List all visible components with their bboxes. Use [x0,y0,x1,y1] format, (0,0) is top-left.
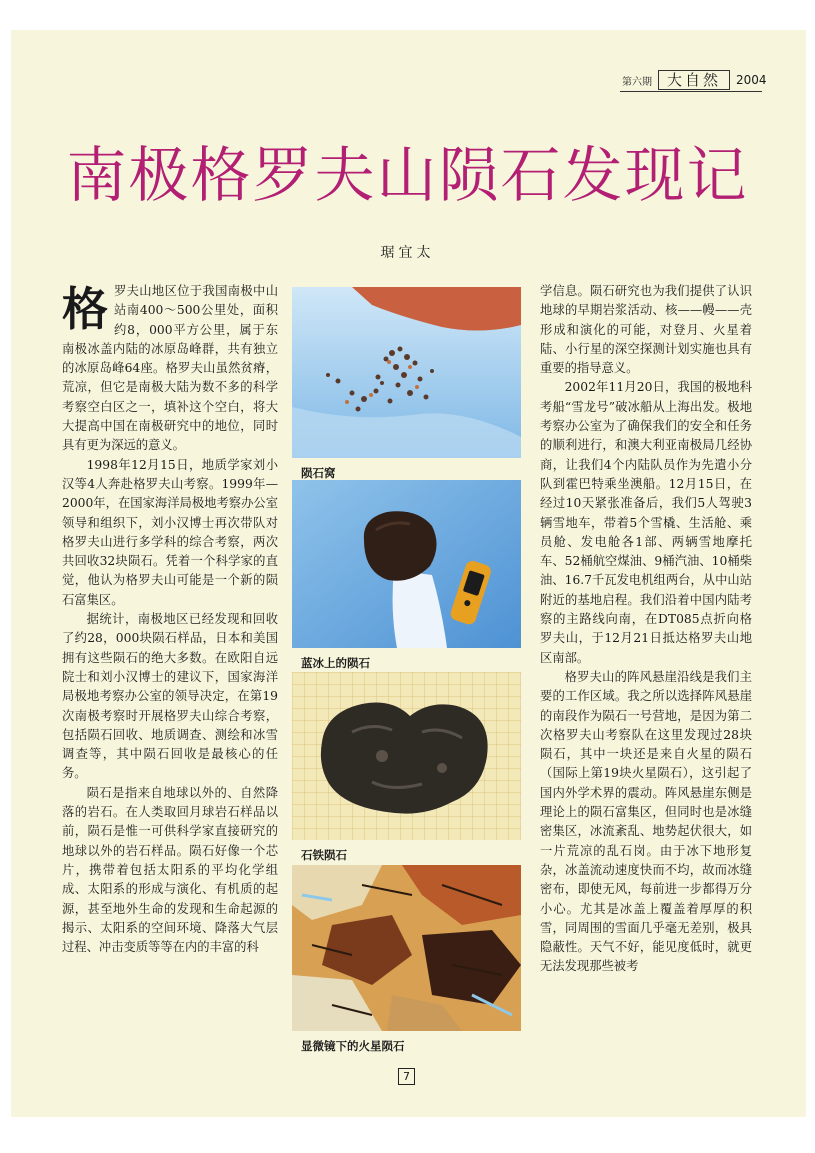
blue-ice-meteorite-image [292,480,521,648]
paragraph: 2002年11月20日，我国的极地科考船“雪龙号”破冰船从上海出发。极地考察办公室为了确保我们的安全和任务的顺利进行，和澳大利亚南极局几经协商，让我们4个内陆队员作为先遣小分队到霍巴特乘坐澳船。12月15日，在经过10天紧张准备后，我们5人驾驶3辆雪地车，带着5个雪橇、生活舱、乘员舱、发电舱各1部、两辆雪地摩托车、52桶航空煤油、9桶汽油、10桶柴油、16.7千瓦发电机组两台，从中山站附近的基地启程。我们沿着中国内陆考察的主路线向南，在DT085点折向格罗夫山，于12月21日抵达格罗夫山地区南部。 [540,380,752,665]
stony-iron-meteorite-image [292,672,521,840]
issue-label: 第六期 [622,76,652,88]
photo-meteorite-blue-ice [289,480,525,671]
issue-year: 2004 [736,73,767,87]
page-number: 7 [398,1068,415,1085]
text-column-left [62,282,278,957]
microscope-image [292,865,521,1031]
magazine-name: 大自然 [658,70,730,90]
paragraph: 格罗夫山的阵风悬崖沿线是我们主要的工作区域。我之所以选择阵风悬崖的南段作为陨石一号营地，是因为第二次格罗夫山考察队在这里发现过28块陨石，其中一块还是来自火星的陨石（国际上第19块火星陨石），这引起了国内外学术界的震动。阵风悬崖东侧是理论上的陨石富集区，但同时也是冰缝密集区，冰流紊乱、地势起伏很大，如一片荒凉的乱石岗。由于冰下地形复杂，冰盖流动速度快而不均，故而冰缝密布，即使无风，每前进一步都得万分小心。尤其是冰盖上覆盖着厚厚的积雪，同周围的雪面几乎毫无差别，极具隐蔽性。天气不好，能见度低时，就更无法发现那些被考 [540,669,752,974]
article-title: 南极格罗夫山陨石发现记 [66,141,749,211]
paragraph: 陨石是指来自地球以外的、自然降落的岩石。在人类取回月球岩石样品以前，陨石是惟一可供科学家直接研究的地球以外的岩石样品。陨石好像一个芯片，携带着包括太阳系的平均化学组成、太阳系的形成与演化、有机质的起源，甚至地外生命的发现和生命起源的揭示、太阳系的空间环境、降落大气层过程、冲击变质等等在内的丰富的科 [62,785,278,955]
photo-caption: 显微镜下的火星陨石 [301,1039,405,1053]
photo-caption: 陨石窝 [301,466,336,480]
photo-caption: 蓝冰上的陨石 [301,656,370,670]
photo-meteorite-nest [289,287,525,481]
photo-caption: 石铁陨石 [301,848,347,862]
paragraph: 1998年12月15日，地质学家刘小汉等4人奔赴格罗夫山考察。1999年—2000年，在国家海洋局极地考察办公室领导和组织下，刘小汉博士再次带队对格罗夫山进行多学科的综合考察，两次共回收32块陨石。凭着一个科学家的直觉，他认为格罗夫山可能是一个新的陨石富集区。 [62,457,278,607]
paragraph [62,282,278,456]
header-rule [620,91,762,92]
photo-stony-iron-meteorite [289,672,525,863]
magazine-header [622,70,767,90]
article-author: 琚宜太 [380,245,435,261]
meteorite-nest-image [292,287,521,458]
paragraph: 学信息。陨石研究也为我们提供了认识地球的早期岩浆活动、核——幔——壳形成和演化的可能，对登月、火星着陆、小行星的深空探测计划实施也具有重要的指导意义。 [540,284,752,376]
photo-martian-meteorite-microscope [289,865,525,1054]
paragraph-text: 罗夫山地区位于我国南极中山站南400～500公里处，面积约8，000平方公里，属于东南极冰盖内陆的冰原岛峰群，共有独立的冰原岛峰64座。格罗夫山虽然贫瘠，荒凉，但它是南极大陆为数不多的科学考察空白区之一，填补这个空白，将大大提高中国在南极研究中的地位，同时具有更为深远的意义。 [62,284,278,453]
paragraph: 据统计，南极地区已经发现和回收了约28，000块陨石样品，日本和美国拥有这些陨石的绝大多数。在欧阳自远院士和刘小汉博士的建议下，国家海洋局极地考察办公室的领导决定，在第19次南极考察时开展格罗夫山综合考察，包括陨石回收、地质调查、测绘和冰雪调查等，其中陨石回收是最核心的任务。 [62,612,278,781]
drop-cap: 格 [62,282,108,336]
text-column-right [540,282,752,977]
